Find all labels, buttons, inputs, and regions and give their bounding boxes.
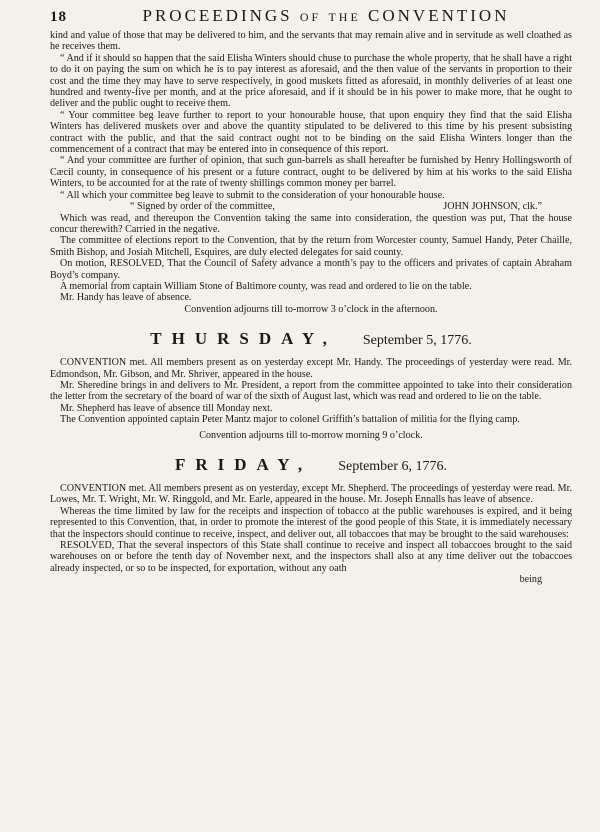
paragraph: “ And your committee are further of opinion, that such gun-barrels as shall hereafter be furnished by Henry Hollingsworth of Cæcil county, in consequence of his present or a future contract, ought to be delivered by him at his works to the said Elisha Winters, to be accounted for at the rate of twenty shillings common money per barrel. — [50, 155, 572, 190]
adjournment-line: Convention adjourns till to-morrow morning 9 o’clock. — [199, 429, 423, 441]
paragraph: Mr. Shepherd has leave of absence till Monday next. — [60, 402, 273, 414]
paragraph: kind and value of those that may be delivered to him, and the servants that may remain alive and in servitude as well cloathed as he receives them. — [50, 30, 572, 53]
paragraph: CONVENTION met. All members present as on yesterday, except Mr. Shepherd. The proceedings of yesterday were read. Mr. Lowes, Mr. T. Wright, Mr. W. Ringgold, and Mr. Earle, appeared in the house. Mr. Joseph Ennalls has leave of absence. — [50, 483, 572, 506]
paragraph: “ All which your committee beg leave to submit to the consideration of your honourable house. — [60, 189, 445, 201]
day-heading-friday — [50, 455, 572, 475]
paragraph: On motion, RESOLVED, That the Council of Safety advance a month’s pay to the officers and privates of captain Abraham Boyd’s company. — [50, 258, 572, 281]
paragraph: CONVENTION met. All members present as on yesterday except Mr. Handy. The proceedings of yesterday were read. Mr. Edmondson, Mr. Gibson, and Mr. Shriver, appeared in the house. — [50, 357, 572, 380]
signature-name: JOHN JOHNSON, clk.” — [443, 201, 542, 213]
day-name: FRIDAY, — [174, 455, 313, 474]
paragraph: “ And if it should so happen that the said Elisha Winters should chuse to purchase the whole property, that he shall have a right to do it on paying the sum on which he is to pay interest as aforesaid, and the then value of the servants in proportion to their cost and the time they may have to serve respectively, in good muskets fitted as aforesaid, in monthly deliveries of at least one hundred and twenty-five per month, and at the price aforesaid, and if it should be in his power to make more, that he ought to deliver and the public ought to receive them. — [50, 52, 573, 110]
adjournment-line: Convention adjourns till to-morrow 3 o’clock in the afternoon. — [184, 303, 438, 315]
committee-signature — [50, 201, 572, 212]
day-name: THURSDAY, — [150, 329, 337, 349]
day-heading-thursday — [50, 329, 572, 349]
paragraph: RESOLVED, That the several inspectors of this State shall continue to receive and inspect all tobaccoes brought to the said warehouses on or before the tenth day of November next, and the inspectors shall also at any time deliver out the tobaccoes already inspected, or so to be inspected, for exportation, without any oath — [50, 540, 572, 574]
paragraph: Whereas the time limited by law for the receipts and inspection of tobacco at the public warehouses is expired, and it being represented to this Convention, that, in order to promote the interest of the good people of this State, it is immediately necessary that the inspectors should continue to receive, inspect, and deliver out, all tobaccoes that may be brought to the said warehouses: — [50, 505, 572, 540]
catchword: being — [519, 574, 542, 586]
paragraph: Which was read, and thereupon the Convention taking the same into consideration, the question was put, That the house concur therewith? Carried in the negative. — [50, 212, 572, 235]
signature-text: “ Signed by order of the committee, — [130, 201, 275, 213]
day-date: September 6, 1776. — [338, 459, 448, 474]
running-header — [50, 6, 572, 30]
paragraph: A memorial from captain William Stone of Baltimore county, was read and ordered to lie on the table. — [60, 280, 472, 292]
paragraph: Mr. Handy has leave of absence. — [60, 292, 192, 304]
day-date: September 5, 1776. — [362, 333, 472, 349]
paragraph: The Convention appointed captain Peter Mantz major to colonel Griffith’s battalion of militia for the flying camp. — [60, 414, 520, 426]
running-title: PROCEEDINGS of the CONVENTION — [142, 6, 510, 25]
paragraph: “ Your committee beg leave further to report to your honourable house, that upon enquiry they find that the said Elisha Winters has delivered muskets over and above the quantity stipulated to be delivered to this time by his present subsisting contract with the public, and that the said contract ought not to be binding on the said Elisha Winters longer than the commencement of a contract that may be entered into in consequence of this report. — [50, 109, 572, 156]
page-number: 18 — [50, 9, 67, 25]
paragraph: The committee of elections report to the Convention, that by the return from Worcester county, Samuel Handy, Peter Chaille, Smith Bishop, and Josiah Mitchell, Esquires, are duly elected delegates for said county. — [50, 235, 572, 258]
paragraph: Mr. Sheredine brings in and delivers to Mr. President, a report from the committee appointed to take into their consideration the letter from the secretary of the board of war of the sixth of August last, which was read and ordered to lie on the table. — [50, 379, 572, 403]
